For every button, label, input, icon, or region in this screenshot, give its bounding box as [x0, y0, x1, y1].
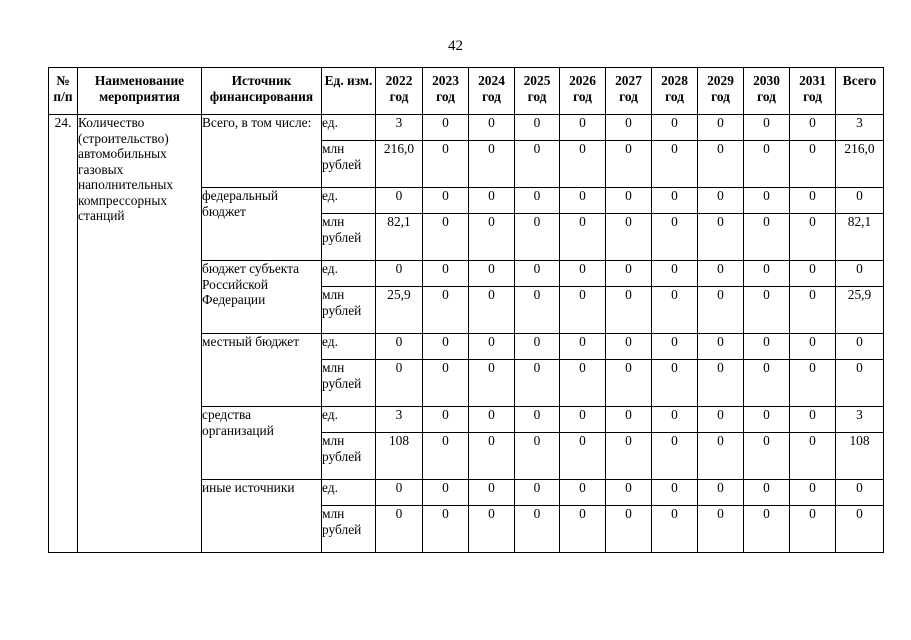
year-value-cell: 0 [423, 334, 469, 360]
total-cell: 3 [836, 407, 884, 433]
unit-cell: ед. [322, 480, 376, 506]
year-value-cell: 0 [560, 480, 606, 506]
year-value-cell: 0 [606, 261, 652, 287]
unit-cell: млн рублей [322, 506, 376, 553]
total-cell: 3 [836, 115, 884, 141]
funding-source: средства организаций [202, 407, 322, 480]
year-value-cell: 0 [652, 115, 698, 141]
total-cell: 25,9 [836, 287, 884, 334]
year-value-cell: 0 [744, 407, 790, 433]
year-value-cell: 0 [790, 506, 836, 553]
year-value-cell: 0 [744, 480, 790, 506]
year-value-cell: 0 [790, 287, 836, 334]
unit-cell: млн рублей [322, 287, 376, 334]
year-value-cell: 0 [423, 506, 469, 553]
year-value-cell: 0 [652, 141, 698, 188]
year-value-cell: 0 [652, 480, 698, 506]
year-value-cell: 0 [560, 188, 606, 214]
year-value-cell: 0 [515, 261, 560, 287]
header-year: 2030 год [744, 68, 790, 115]
unit-cell: млн рублей [322, 141, 376, 188]
year-value-cell: 0 [423, 360, 469, 407]
year-value-cell: 0 [744, 188, 790, 214]
unit-cell: ед. [322, 334, 376, 360]
year-value-cell: 0 [744, 141, 790, 188]
header-year: 2031 год [790, 68, 836, 115]
page-number: 42 [448, 38, 463, 54]
year-value-cell: 0 [744, 261, 790, 287]
year-value-cell: 0 [469, 188, 515, 214]
year-value-cell: 0 [376, 188, 423, 214]
year-value-cell: 0 [698, 407, 744, 433]
unit-cell: ед. [322, 188, 376, 214]
year-value-cell: 0 [469, 141, 515, 188]
year-value-cell: 0 [698, 115, 744, 141]
year-value-cell: 0 [515, 506, 560, 553]
year-value-cell: 0 [469, 261, 515, 287]
year-value-cell: 0 [744, 334, 790, 360]
year-value-cell: 0 [560, 360, 606, 407]
year-value-cell: 0 [515, 334, 560, 360]
year-value-cell: 25,9 [376, 287, 423, 334]
funding-source: Всего, в том числе: [202, 115, 322, 188]
year-value-cell: 0 [469, 360, 515, 407]
year-value-cell: 0 [606, 115, 652, 141]
year-value-cell: 0 [469, 115, 515, 141]
year-value-cell: 0 [652, 433, 698, 480]
year-value-cell: 0 [698, 141, 744, 188]
year-value-cell: 0 [423, 188, 469, 214]
header-year: 2025 год [515, 68, 560, 115]
year-value-cell: 0 [560, 115, 606, 141]
financing-table [48, 67, 884, 553]
year-value-cell: 0 [469, 433, 515, 480]
year-value-cell: 0 [790, 261, 836, 287]
year-value-cell: 0 [652, 407, 698, 433]
year-value-cell: 0 [423, 261, 469, 287]
year-value-cell: 0 [790, 433, 836, 480]
year-value-cell: 0 [423, 433, 469, 480]
header-year: 2027 год [606, 68, 652, 115]
year-value-cell: 0 [744, 214, 790, 261]
header-source: Источник финансирования [202, 68, 322, 115]
table-row [49, 115, 884, 141]
year-value-cell: 0 [469, 480, 515, 506]
year-value-cell: 0 [652, 214, 698, 261]
total-cell: 0 [836, 188, 884, 214]
header-year: 2022 год [376, 68, 423, 115]
year-value-cell: 0 [469, 214, 515, 261]
year-value-cell: 0 [560, 141, 606, 188]
year-value-cell: 108 [376, 433, 423, 480]
unit-cell: ед. [322, 115, 376, 141]
year-value-cell: 0 [606, 506, 652, 553]
year-value-cell: 0 [515, 214, 560, 261]
year-value-cell: 0 [652, 360, 698, 407]
year-value-cell: 0 [469, 506, 515, 553]
year-value-cell: 0 [469, 287, 515, 334]
year-value-cell: 0 [376, 261, 423, 287]
year-value-cell: 0 [423, 407, 469, 433]
year-value-cell: 0 [560, 261, 606, 287]
year-value-cell: 0 [790, 480, 836, 506]
year-value-cell: 0 [376, 480, 423, 506]
funding-source: федеральный бюджет [202, 188, 322, 261]
year-value-cell: 0 [515, 480, 560, 506]
unit-cell: ед. [322, 261, 376, 287]
unit-cell: ед. [322, 407, 376, 433]
year-value-cell: 0 [423, 480, 469, 506]
table-body [49, 115, 884, 553]
year-value-cell: 0 [606, 433, 652, 480]
year-value-cell: 0 [606, 141, 652, 188]
year-value-cell: 0 [652, 287, 698, 334]
year-value-cell: 0 [560, 407, 606, 433]
year-value-cell: 0 [790, 188, 836, 214]
year-value-cell: 0 [606, 188, 652, 214]
header-year: 2024 год [469, 68, 515, 115]
year-value-cell: 0 [606, 407, 652, 433]
year-value-cell: 0 [469, 334, 515, 360]
year-value-cell: 0 [515, 407, 560, 433]
year-value-cell: 0 [515, 115, 560, 141]
year-value-cell: 216,0 [376, 141, 423, 188]
year-value-cell: 0 [698, 261, 744, 287]
year-value-cell: 0 [515, 141, 560, 188]
year-value-cell: 0 [790, 115, 836, 141]
header-year: 2023 год [423, 68, 469, 115]
year-value-cell: 0 [606, 287, 652, 334]
year-value-cell: 0 [698, 287, 744, 334]
funding-source: местный бюджет [202, 334, 322, 407]
year-value-cell: 0 [744, 115, 790, 141]
year-value-cell: 0 [515, 433, 560, 480]
year-value-cell: 0 [744, 433, 790, 480]
unit-cell: млн рублей [322, 360, 376, 407]
year-value-cell: 0 [790, 334, 836, 360]
year-value-cell: 0 [376, 334, 423, 360]
unit-cell: млн рублей [322, 214, 376, 261]
year-value-cell: 0 [515, 188, 560, 214]
total-cell: 0 [836, 360, 884, 407]
year-value-cell: 0 [790, 141, 836, 188]
item-name: Количество (строительство) автомобильных газовых наполнительных компрессорных станций [78, 115, 202, 553]
year-value-cell: 0 [560, 214, 606, 261]
year-value-cell: 0 [376, 506, 423, 553]
year-value-cell: 0 [469, 407, 515, 433]
year-value-cell: 0 [515, 287, 560, 334]
year-value-cell: 0 [652, 261, 698, 287]
header-name: Наименование мероприятия [78, 68, 202, 115]
year-value-cell: 0 [652, 506, 698, 553]
year-value-cell: 0 [606, 334, 652, 360]
header-unit: Ед. изм. [322, 68, 376, 115]
header-year: 2026 год [560, 68, 606, 115]
year-value-cell: 0 [698, 433, 744, 480]
item-number: 24. [49, 115, 78, 553]
year-value-cell: 82,1 [376, 214, 423, 261]
year-value-cell: 0 [560, 334, 606, 360]
funding-source: иные источники [202, 480, 322, 553]
year-value-cell: 0 [606, 360, 652, 407]
year-value-cell: 0 [423, 141, 469, 188]
header-total: Всего [836, 68, 884, 115]
year-value-cell: 0 [698, 360, 744, 407]
year-value-cell: 0 [790, 407, 836, 433]
header-year: 2028 год [652, 68, 698, 115]
year-value-cell: 0 [606, 214, 652, 261]
year-value-cell: 0 [790, 360, 836, 407]
header-num: № п/п [49, 68, 78, 115]
year-value-cell: 0 [423, 214, 469, 261]
year-value-cell: 0 [698, 480, 744, 506]
year-value-cell: 0 [790, 214, 836, 261]
year-value-cell: 3 [376, 407, 423, 433]
year-value-cell: 0 [698, 214, 744, 261]
year-value-cell: 0 [698, 188, 744, 214]
year-value-cell: 0 [698, 506, 744, 553]
year-value-cell: 0 [376, 360, 423, 407]
total-cell: 108 [836, 433, 884, 480]
year-value-cell: 0 [744, 360, 790, 407]
year-value-cell: 0 [560, 433, 606, 480]
year-value-cell: 0 [560, 287, 606, 334]
year-value-cell: 0 [698, 334, 744, 360]
year-value-cell: 0 [423, 287, 469, 334]
total-cell: 0 [836, 506, 884, 553]
total-cell: 0 [836, 261, 884, 287]
year-value-cell: 0 [515, 360, 560, 407]
funding-source: бюджет субъекта Российской Федерации [202, 261, 322, 334]
header-row [49, 68, 884, 115]
year-value-cell: 0 [423, 115, 469, 141]
year-value-cell: 3 [376, 115, 423, 141]
year-value-cell: 0 [744, 287, 790, 334]
total-cell: 0 [836, 480, 884, 506]
total-cell: 82,1 [836, 214, 884, 261]
unit-cell: млн рублей [322, 433, 376, 480]
header-year: 2029 год [698, 68, 744, 115]
total-cell: 216,0 [836, 141, 884, 188]
year-value-cell: 0 [652, 334, 698, 360]
total-cell: 0 [836, 334, 884, 360]
year-value-cell: 0 [606, 480, 652, 506]
year-value-cell: 0 [744, 506, 790, 553]
year-value-cell: 0 [560, 506, 606, 553]
year-value-cell: 0 [652, 188, 698, 214]
